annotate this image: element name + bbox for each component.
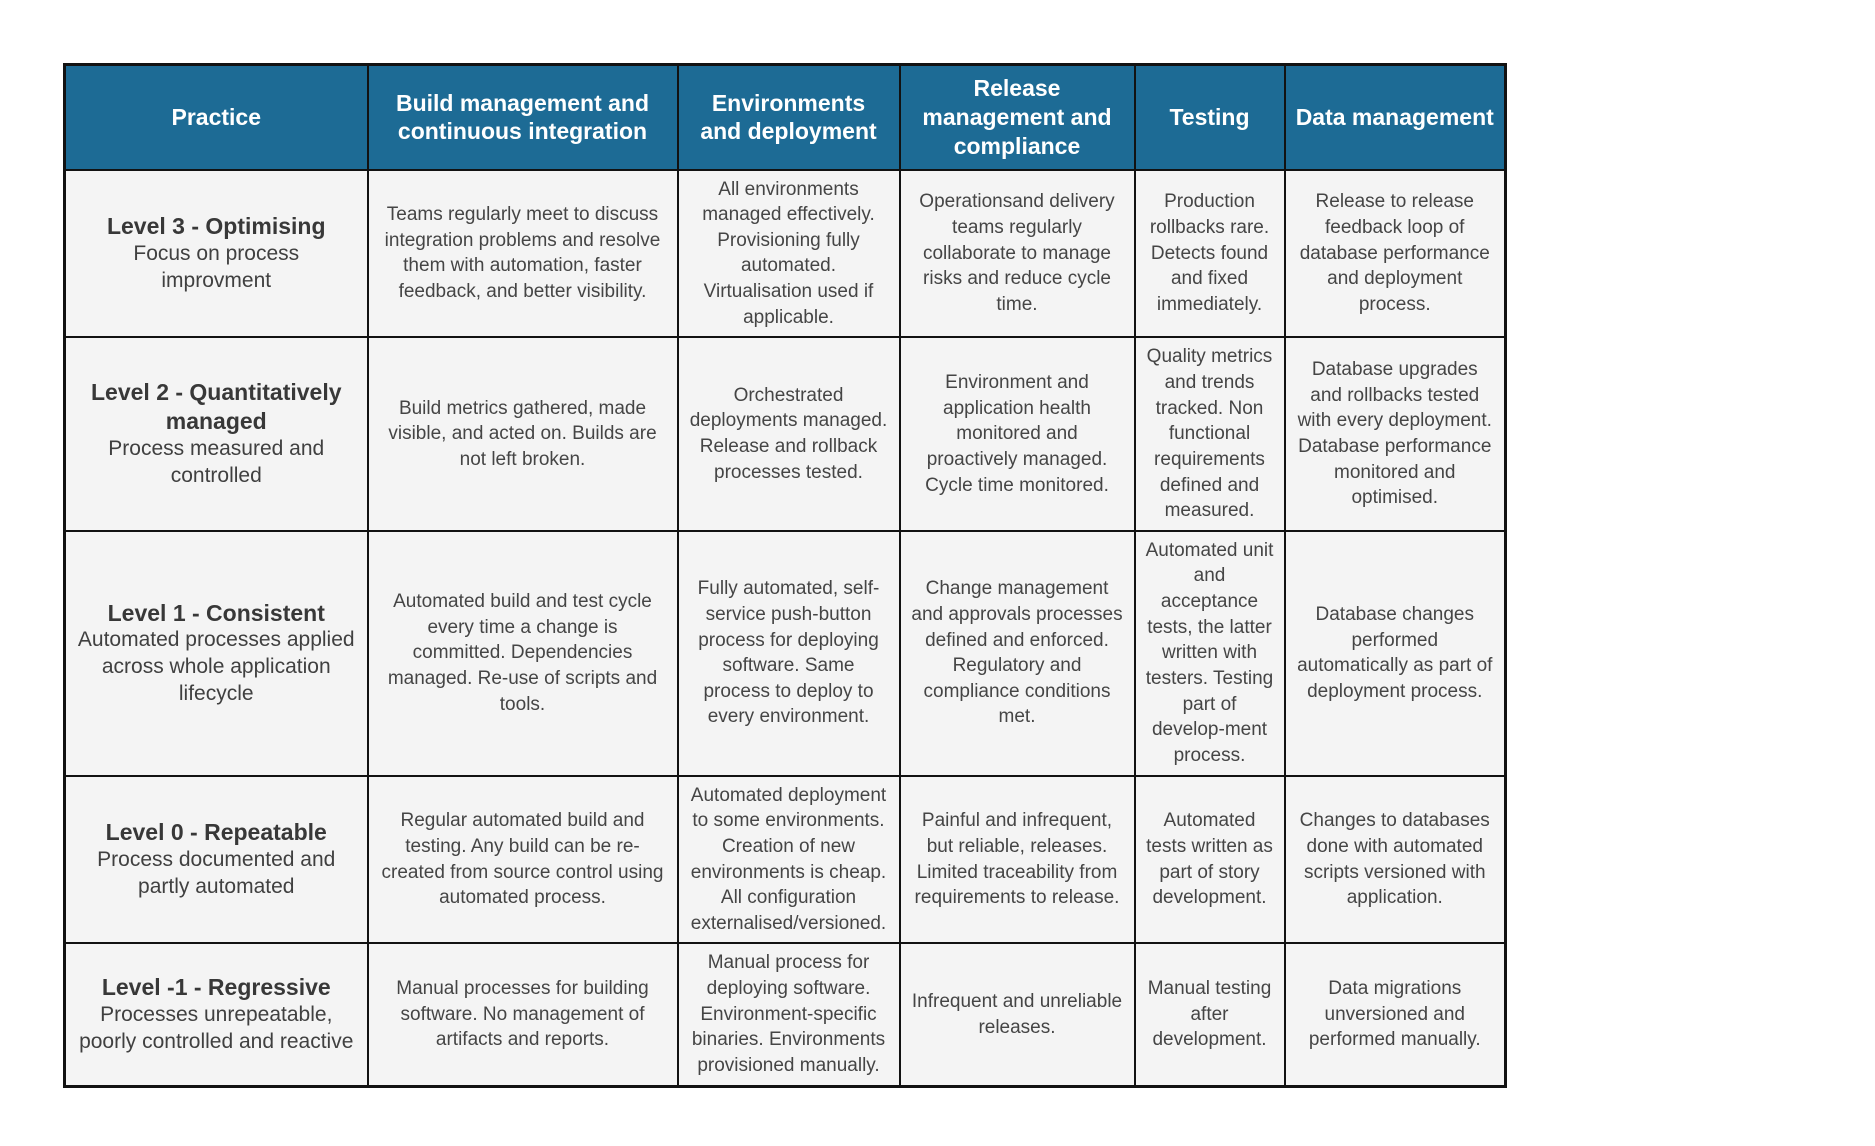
level-0-title: Level 0 - Repeatable: [105, 819, 327, 846]
level-2-subtitle: Process measured and controlled: [108, 436, 325, 487]
cell-level-minus-1-build: Manual processes for building software. No management of artifacts and reports.: [368, 943, 678, 1086]
row-level-minus-1: [65, 943, 1506, 1086]
cell-level-3-release: Operationsand delivery teams regularly collaborate to manage risks and reduce cycle time.: [900, 170, 1135, 338]
cell-level-0-testing: Automated tests written as part of story development.: [1135, 776, 1285, 944]
cell-level-3-testing: Production rollbacks rare. Detects found and fixed immediately.: [1135, 170, 1285, 338]
cell-level-0-environments: Automated deployment to some environments. Creation of new environments is cheap. All configuration externalised/versioned.: [678, 776, 900, 944]
cell-level-3-data: Release to release feedback loop of database performance and deployment process.: [1285, 170, 1506, 338]
practice-cell-level-2: [65, 337, 368, 530]
header-data-management: Data management: [1285, 65, 1506, 170]
cell-level-2-testing: Quality metrics and trends tracked. Non functional requirements defined and measured.: [1135, 337, 1285, 530]
maturity-model-table: [63, 63, 1507, 1088]
level-1-subtitle: Automated processes applied across whole application lifecycle: [77, 628, 355, 706]
cell-level-2-release: Environment and application health monitored and proactively managed. Cycle time monitored.: [900, 337, 1135, 530]
cell-level-0-data: Changes to databases done with automated scripts versioned with application.: [1285, 776, 1506, 944]
cell-level-0-release: Painful and infrequent, but reliable, releases. Limited traceability from requirements to release.: [900, 776, 1135, 944]
level-0-subtitle: Process documented and partly automated: [97, 848, 336, 898]
row-level-0: [65, 776, 1506, 944]
level-3-title: Level 3 - Optimising: [106, 213, 326, 240]
header-build-management: Build management and continuous integration: [368, 65, 678, 170]
practice-cell-level-1: [65, 531, 368, 776]
row-level-2: [65, 337, 1506, 530]
cell-level-1-build: Automated build and test cycle every time a change is committed. Dependencies managed. Re-use of scripts and tools.: [368, 531, 678, 776]
cell-level-minus-1-release: Infrequent and unreliable releases.: [900, 943, 1135, 1086]
cell-level-3-environments: All environments managed effectively. Provisioning fully automated. Virtualisation used if applicable.: [678, 170, 900, 338]
level-2-title: Level 2 - Quantitatively managed: [90, 379, 342, 435]
header-release-management: Release management and compliance: [900, 65, 1135, 170]
cell-level-3-build: Teams regularly meet to discuss integration problems and resolve them with automation, faster feedback, and better visibility.: [368, 170, 678, 338]
header-practice: Practice: [65, 65, 368, 170]
level-3-subtitle: Focus on process improvment: [133, 241, 300, 292]
level-minus-1-subtitle: Processes unrepeatable, poorly controlled and reactive: [79, 1003, 354, 1053]
level-1-title: Level 1 - Consistent: [107, 599, 325, 626]
cell-level-1-environments: Fully automated, self-service push-button process for deploying software. Same process to deploy to every environment.: [678, 531, 900, 776]
practice-cell-level-0: [65, 776, 368, 944]
practice-cell-level-3: [65, 170, 368, 338]
cell-level-minus-1-data: Data migrations unversioned and performed manually.: [1285, 943, 1506, 1086]
practice-cell-level-minus-1: [65, 943, 368, 1086]
cell-level-1-testing: Automated unit and acceptance tests, the latter written with testers. Testing part of develop-ment process.: [1135, 531, 1285, 776]
cell-level-minus-1-testing: Manual testing after development.: [1135, 943, 1285, 1086]
cell-level-1-data: Database changes performed automatically as part of deployment process.: [1285, 531, 1506, 776]
level-minus-1-title: Level -1 - Regressive: [101, 974, 331, 1001]
row-level-3: [65, 170, 1506, 338]
cell-level-2-build: Build metrics gathered, made visible, and acted on. Builds are not left broken.: [368, 337, 678, 530]
cell-level-0-build: Regular automated build and testing. Any build can be re-created from source control using automated process.: [368, 776, 678, 944]
cell-level-minus-1-environments: Manual process for deploying software. Environment-specific binaries. Environments provisioned manually.: [678, 943, 900, 1086]
cell-level-2-data: Database upgrades and rollbacks tested with every deployment. Database performance monitored and optimised.: [1285, 337, 1506, 530]
header-testing: Testing: [1135, 65, 1285, 170]
cell-level-1-release: Change management and approvals processes defined and enforced. Regulatory and compliance conditions met.: [900, 531, 1135, 776]
header-environments-deployment: Environments and deployment: [678, 65, 900, 170]
row-level-1: [65, 531, 1506, 776]
header-row: [65, 65, 1506, 170]
cell-level-2-environments: Orchestrated deployments managed. Release and rollback processes tested.: [678, 337, 900, 530]
